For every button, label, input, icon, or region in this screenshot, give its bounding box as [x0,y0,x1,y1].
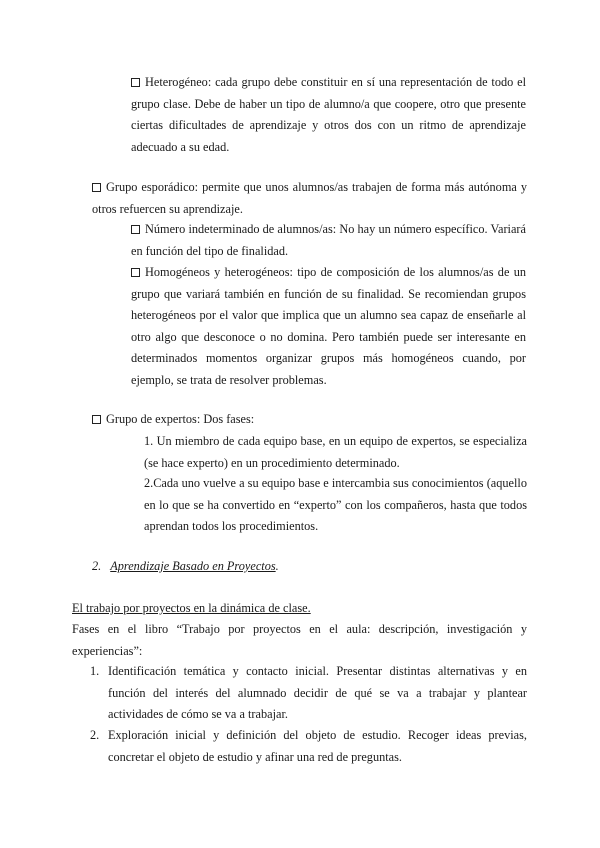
square-bullet-icon [131,225,140,234]
square-bullet-icon [92,415,101,424]
bullet-homogeneos [131,262,526,391]
section-title: Aprendizaje Basado en Proyectos [110,559,276,573]
bullet-text: Homogéneos y heterogéneos: tipo de composición de los alumnos/as de un grupo que variará también en función de su finalidad. Se recomiendan grupos heterogéneos por el valor que implica que un alumno sea capaz de enseñarle al otro algo que desconoce o no domina. Pero también puede ser interesante en determinados momentos organizar grupos más homogéneos cuando, por ejemplo, se trata de resolver problemas. [131,265,526,387]
phase-item [90,725,527,768]
step-text: 1. Un miembro de cada equipo base, en un equipo de expertos, se especializa (se hace experto) en un procedimiento determinado. [144,434,527,470]
phase-text: Identificación temática y contacto inicial. Presentar distintas alternativas y en función del interés del alumnado decidir de qué se va a trabajar y plantear actividades de cómo se va a trabajar. [108,664,527,721]
bullet-numero [131,219,526,262]
phase-item [90,661,527,726]
step-text: 2.Cada uno vuelve a su equipo base e intercambia sus conocimientos (aquello en lo que se ha convertido en “experto” con los compañeros, hasta que todos aprendan todos los procedimientos. [144,476,527,533]
bullet-text: Heterogéneo: cada grupo debe constituir en sí una representación de todo el grupo clase. Debe de haber un tipo de alumno/a que coopere, otro que presente ciertas dificultades de aprendizaje y otros dos con un ritmo de aprendizaje adecuado a su edad. [131,75,526,154]
bullet-text: Grupo de expertos: Dos fases: [106,412,255,426]
square-bullet-icon [131,78,140,87]
bullet-text: Número indeterminado de alumnos/as: No hay un número específico. Variará en función del tipo de finalidad. [131,222,526,258]
section-number: 2. [92,559,102,573]
bullet-esporadico [92,177,527,220]
phase-number: 2. [90,728,100,742]
bullet-heterogeneo [131,72,526,158]
square-bullet-icon [92,183,101,192]
intro-text: Fases en el libro “Trabajo por proyectos en el aula: descripción, investigación y experiencias”: [72,622,527,658]
phase-text: Exploración inicial y definición del objeto de estudio. Recoger ideas previas, concretar el objeto de estudio y afinar una red de preguntas. [108,728,527,764]
section-title-trail: . [275,559,279,573]
bullet-expertos [92,409,527,431]
square-bullet-icon [131,268,140,277]
bullet-text: Grupo esporádico: permite que unos alumnos/as trabajen de forma más autónoma y otros refuercen su aprendizaje. [92,180,527,216]
phase-number: 1. [90,664,100,678]
subheading-text: El trabajo por proyectos en la dinámica de clase. [72,601,311,615]
expert-step-2 [144,473,527,538]
expert-step-1 [144,431,527,474]
intro-paragraph [72,619,527,662]
section-heading [92,556,527,578]
subheading [72,598,532,620]
